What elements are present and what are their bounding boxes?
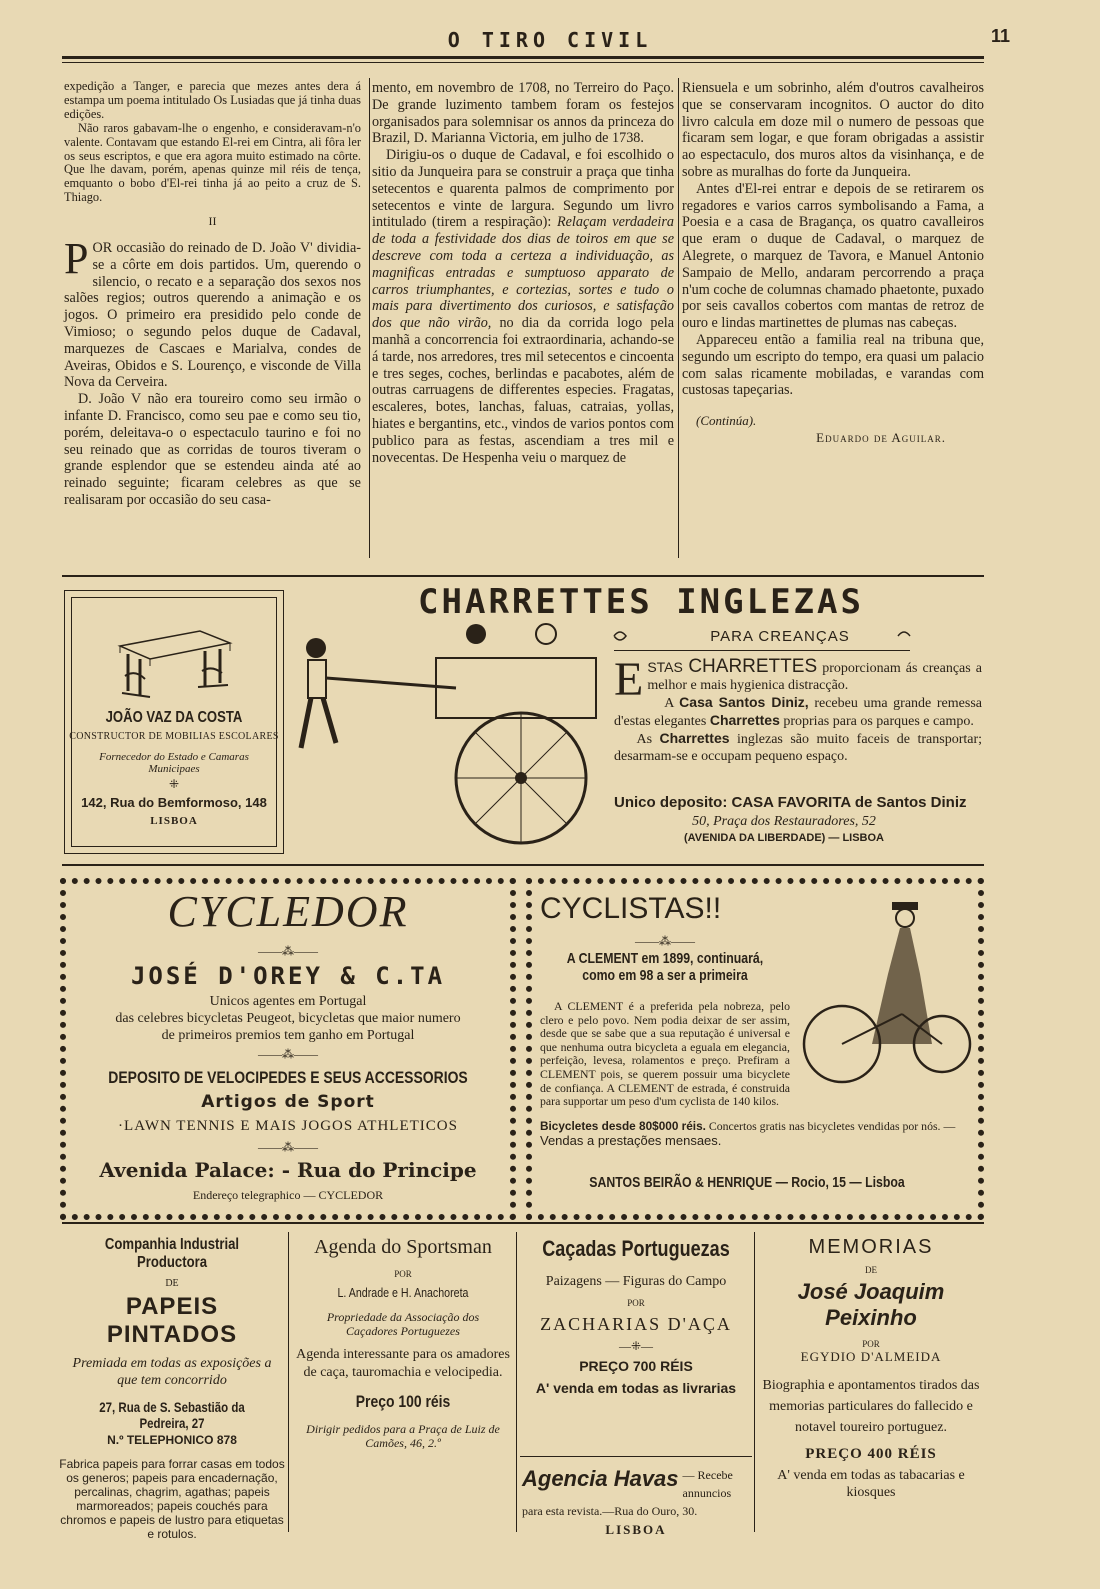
- article-column-2: [372, 80, 674, 466]
- ad-por: POR: [394, 1269, 412, 1279]
- ad-sport: Artigos de Sport: [201, 1092, 375, 1112]
- header-rule-thin: [62, 62, 984, 63]
- ad-name: Agencia Havas: [522, 1466, 679, 1491]
- paragraph: D. João V não era toureiro como seu irmão o infante D. Francisco, como seu pae e como seu tio, porém, deleitava-o o espectaculo taurino e foi no seu reinado que as corridas de touros tiveram o grande esplendor que se estendeu ainda até ao reinado seguinte; ficaram celebres as que se realisaram por occasião do seu casa-: [64, 391, 361, 508]
- drop-cap: E: [614, 653, 644, 706]
- ornament-rule: [614, 650, 910, 651]
- ad-sale: A' venda em todas as livrarias: [535, 1380, 737, 1396]
- ad-title: Caçadas Portuguezas: [542, 1236, 730, 1261]
- book-title: Relaçam verdadeira de toda a festividade dos dias de toiros em que se descreve com toda a certeza a individuação, as magnificas entradas e sumptuoso apparato de carros triumphantes, e cortezias, sortes e tudo o mais para divertimento dos curiosos, e satisfação dos que não virão,: [372, 214, 674, 332]
- ad-title: CYCLEDOR: [167, 887, 409, 936]
- ornament-icon: —⁜—: [618, 1339, 654, 1353]
- ad-papeis: [58, 1236, 286, 1541]
- paragraph: mento, em novembro de 1708, no Terreiro do Paço. De grande luzimento tambem foram os festejos organisados para solemnisar os annos da princeza do Brazil, D. Marianna Victoria, em julho de 1738.: [372, 80, 674, 147]
- section-number: II: [208, 214, 217, 229]
- ad-deposit: Unico deposito: CASA FAVORITA de Santos Diniz: [614, 794, 967, 811]
- ad-address: 50, Praça dos Restauradores, 52: [692, 814, 876, 829]
- ad-company: JOSÉ D'OREY & C.TA: [130, 962, 446, 990]
- ad-author: ZACHARIAS D'AÇA: [540, 1314, 732, 1334]
- ad-por: POR: [862, 1339, 880, 1349]
- ad-cyclistas: [526, 878, 984, 1220]
- ad-city: LISBOA: [150, 815, 198, 827]
- ad-name: JOÃO VAZ DA COSTA: [105, 709, 243, 726]
- ad-seller: SANTOS BEIRÃO & HENRIQUE — Rocio, 15 — Lisboa: [589, 1174, 905, 1191]
- ad-supplier: Fornecedor do Estado e Camaras Municipaes: [99, 751, 249, 775]
- charrette-illustration-icon: [296, 608, 616, 848]
- ad-city: LISBOA: [605, 1522, 667, 1537]
- ad-subtitle: PARA CREANÇAS: [710, 628, 850, 645]
- ad-phone: N.º TELEPHONICO 878: [107, 1433, 237, 1447]
- ad-body: Fabrica papeis para forrar casas em todos os generos; papeis para encadernação, percalinas, chagrim, agathas; papeis marmoreados; papeis couchés para chromos e papeis de lustro para etiquetas e rotulos.: [59, 1457, 285, 1541]
- school-desk-icon: [110, 621, 240, 701]
- ornament-icon: ——⁂——: [635, 934, 695, 948]
- ad-avenue: (AVENIDA DA LIBERDADE) — LISBOA: [683, 832, 885, 844]
- ad-sub: Paizagens — Figuras do Campo: [545, 1274, 727, 1289]
- section-rule: [62, 1222, 984, 1224]
- ad-award: Premiada em todas as exposições a que tem concorrido: [72, 1356, 272, 1388]
- ad-price-line: Bicycletes desde 80$000 réis. Concertos gratis nas bicycletes vendidas por nós. — Vendas a prestações mensaes.: [540, 1119, 956, 1148]
- column-divider: [288, 1232, 289, 1532]
- ad-cycledor: [60, 878, 516, 1220]
- ad-title: MEMORIAS: [808, 1236, 934, 1258]
- ad-sale: A' venda em todas as tabacarias e kiosques: [777, 1468, 965, 1500]
- ad-deposit: DEPOSITO DE VELOCIPEDES E SEUS ACCESSORIOS: [108, 1068, 468, 1087]
- ad-havas: [522, 1466, 750, 1536]
- journal-title: O TIRO CIVIL: [447, 28, 653, 52]
- ad-memorias: [758, 1236, 984, 1536]
- ad-body: Agenda interessante para os amadores de caça, tauromachia e velocipedia.: [296, 1347, 510, 1380]
- ornament-icon: ——⁂——: [258, 944, 318, 958]
- ornament-icon: ⁜: [168, 777, 180, 791]
- section-rule: [62, 864, 984, 866]
- ad-line: de primeiros premios tem ganho em Portugal: [161, 1028, 415, 1043]
- ad-title: CHARRETTES INGLEZAS: [418, 582, 864, 622]
- paragraph: Antes d'El-rei entrar e depois de se retirarem os regadores e varios carros symbolisando a Fama, a Poesia e a casa de Bragança, os quatro cavalleiros que eram o duque de Cadaval, o marquez de Alegrete, o marquez de Tavora, e Manuel Antonio Sampaio de Mello, andaram percorrendo a praça n'um coche de columnas chamado phaetonte, puxado por seis cavallos cobertos com mantas de retroz de ouro e lindas martinettes de plumas nas cabeças.: [682, 180, 984, 332]
- ad-title: PAPEIS PINTADOS: [106, 1293, 238, 1348]
- ad-cacadas: [520, 1236, 752, 1456]
- ad-address: Avenida Palace: - Rua do Principe: [99, 1158, 477, 1182]
- column-divider: [369, 78, 370, 558]
- ad-line: das celebres bicycletas Peugeot, bicycletas que maior numero: [115, 1011, 461, 1026]
- ad-title: Agenda do Sportsman: [314, 1236, 492, 1258]
- ad-telegraph: Endereço telegraphico — CYCLEDOR: [192, 1188, 384, 1202]
- ad-joao-vaz: [64, 590, 284, 854]
- ad-body: A CLEMENT é a preferida pela nobreza, pelo clero e pelo povo. Nem podia deixar de ser assim, desde que se sabe que a sua reputação é universal e que nenhuma outra bicycleta a eguala em elegancia, perfeição, levesa, rolamentos e preço. Prefiram a CLEMENT pois, se querem possuir uma bicyclete de confiança. A CLEMENT de estrada, é construida para supportar um peso d'um cyclista de 140 kilos.: [540, 999, 790, 1109]
- ad-agenda: [292, 1236, 514, 1536]
- section-rule: [520, 1456, 752, 1457]
- drop-cap: P: [64, 233, 89, 283]
- ad-trade: CONSTRUCTOR DE MOBILIAS ESCOLARES: [69, 731, 279, 742]
- ad-authors: L. Andrade e H. Anachoreta: [337, 1285, 469, 1300]
- ornament-icon: ——⁂——: [258, 1140, 318, 1154]
- ad-por: POR: [627, 1298, 645, 1308]
- continua-note: (Continúa).: [696, 413, 757, 429]
- ad-line: Companhia Industrial Productora: [104, 1236, 240, 1271]
- author-byline: Eduardo de Aguilar.: [816, 429, 946, 445]
- ad-charrettes: [296, 578, 986, 858]
- ad-body: Biographia e apontamentos tirados das memorias particulares do fallecido e notavel toureiro portuguez.: [762, 1378, 980, 1435]
- ad-line: Unicos agentes em Portugal: [209, 994, 367, 1009]
- ad-de: DE: [165, 1278, 179, 1289]
- column-divider: [678, 78, 679, 558]
- page-number: 11: [990, 26, 1010, 46]
- ad-author: EGYDIO D'ALMEIDA: [800, 1349, 942, 1364]
- article-column-3: [682, 80, 984, 447]
- ad-price: PREÇO 700 RÉIS: [579, 1358, 693, 1374]
- header-rule: [62, 56, 984, 59]
- ad-headline: A CLEMENT em 1899, continuará, como em 98 a ser a primeira: [566, 950, 764, 984]
- ad-text: — Recebe annuncios para esta revista.—Rua do Ouro, 30.: [522, 1468, 733, 1518]
- column-divider: [516, 1232, 517, 1532]
- ad-address: 27, Rua de S. Sebastião da Pedreira, 27: [99, 1399, 245, 1431]
- paragraph: Dirigiu-os o duque de Cadaval, e foi escolhido o sitio da Junqueira para se construir a praça que tinha setecentos e quarenta palmos de comprimento por setecentos e vinte de largura. Segundo um livro intitulado (tirem a respiração): Relaçam verdadeira de toda a festividade dos dias de toiros em que se descreve com toda a certeza a individuação, as magnificas entradas e sumptuoso apparato de carros triumphantes, e cortezias, sortes e tudo o mais para divertimento dos curiosos, e satisfação dos que não virão, no dia da corrida logo pela manhã a concorrencia foi extraordinaria, achando-se á tarde, nos arredores, tres mil setecentos e cincoenta e tres seges, coches, berlindas e pacabotes, além de outras carruagens de differentes especies. Fragatas, escaleres, botes, lanchas, faluas, catraias, yollas, hiates e bergantins, etc., vindos de varios pontos com publico para as festas, ascendiam a tres mil e novecentas. De Hespenha veiu o marquez de: [372, 147, 674, 466]
- section-rule: [62, 575, 984, 577]
- ad-price: PREÇO 400 RÉIS: [805, 1446, 937, 1462]
- article-column-1: [64, 80, 361, 509]
- scroll-ornament-icon: [612, 626, 912, 646]
- ad-title: CYCLISTAS!!: [540, 892, 722, 925]
- paragraph: Appareceu então a familia real na tribuna que, segundo um escripto do tempo, era quasi um palacio com salas ricamente mobiladas, e varandas com custosas tapeçarias.: [682, 331, 984, 399]
- ad-order: Dirigir pedidos para a Praça de Luiz de Camões, 46, 2.º: [306, 1422, 500, 1450]
- ad-de: DE: [865, 1265, 877, 1275]
- column-divider: [754, 1232, 755, 1532]
- ad-price: Preço 100 réis: [355, 1392, 451, 1411]
- ad-body: E STAS CHARRETTES proporcionam ás creanças a melhor e mais hygienica distracção. A Casa Santos Diniz, recebeu uma grande remessa d'estas elegantes Charrettes proprias para os parques e campo. As Charrettes inglezas são muito faceis de transportar; desarmam-se e occupam pequeno espaço.: [614, 653, 983, 764]
- ad-name: José Joaquim Peixinho: [797, 1279, 945, 1330]
- ornament-icon: ——⁂——: [258, 1047, 318, 1061]
- paragraph: Riensuela e um sobrinho, além d'outros cavalheiros que se conservaram incognitos. O auctor do dito livro calcula em doze mil o numero de pessoas que ficaram sem logar, e que foram obrigadas a assistir ao espectaculo, dos muros altos da visinhança, e de sobre as muralhas do forte da Junqueira.: [682, 80, 984, 180]
- paragraph: POR occasião do reinado de D. João V' dividia-se a côrte em dois partidos. Um, querendo o silencio, o recato e a separação dos sexos nos salões regios; outros querendo a animação e os jogos. O primeiro era presidido pelo conde de Vimioso; o segundo pelos duque de Cadaval, marquezes de Cascaes e Marialva, condes de Aveiras, Obidos e S. Lourenço, e visconde de Villa Nova da Cerveira.: [64, 233, 361, 391]
- paragraph: Não raros gabavam-lhe o engenho, e consideravam-n'o valente. Contavam que estando El-rei em Cintra, ali fôra ler os seus escriptos, e que era agora muito estimado na côrte. Que lhe davam, porém, apenas quinze mil réis de tença, emquanto o bobo d'El-rei tinha já ao peito a cruz de S. Thiago.: [64, 120, 361, 205]
- ad-prop: Propriedade da Associação dos Caçadores Portuguezes: [326, 1310, 480, 1338]
- paragraph: expedição a Tanger, e parecia que mezes antes dera á estampa um poema intitulado Os Lusiadas que já tinha duas edições.: [64, 79, 361, 121]
- ad-tennis: ·LAWN TENNIS E MAIS JOGOS ATHLETICOS: [118, 1118, 458, 1134]
- ad-address: 142, Rua do Bemformoso, 148: [81, 795, 267, 810]
